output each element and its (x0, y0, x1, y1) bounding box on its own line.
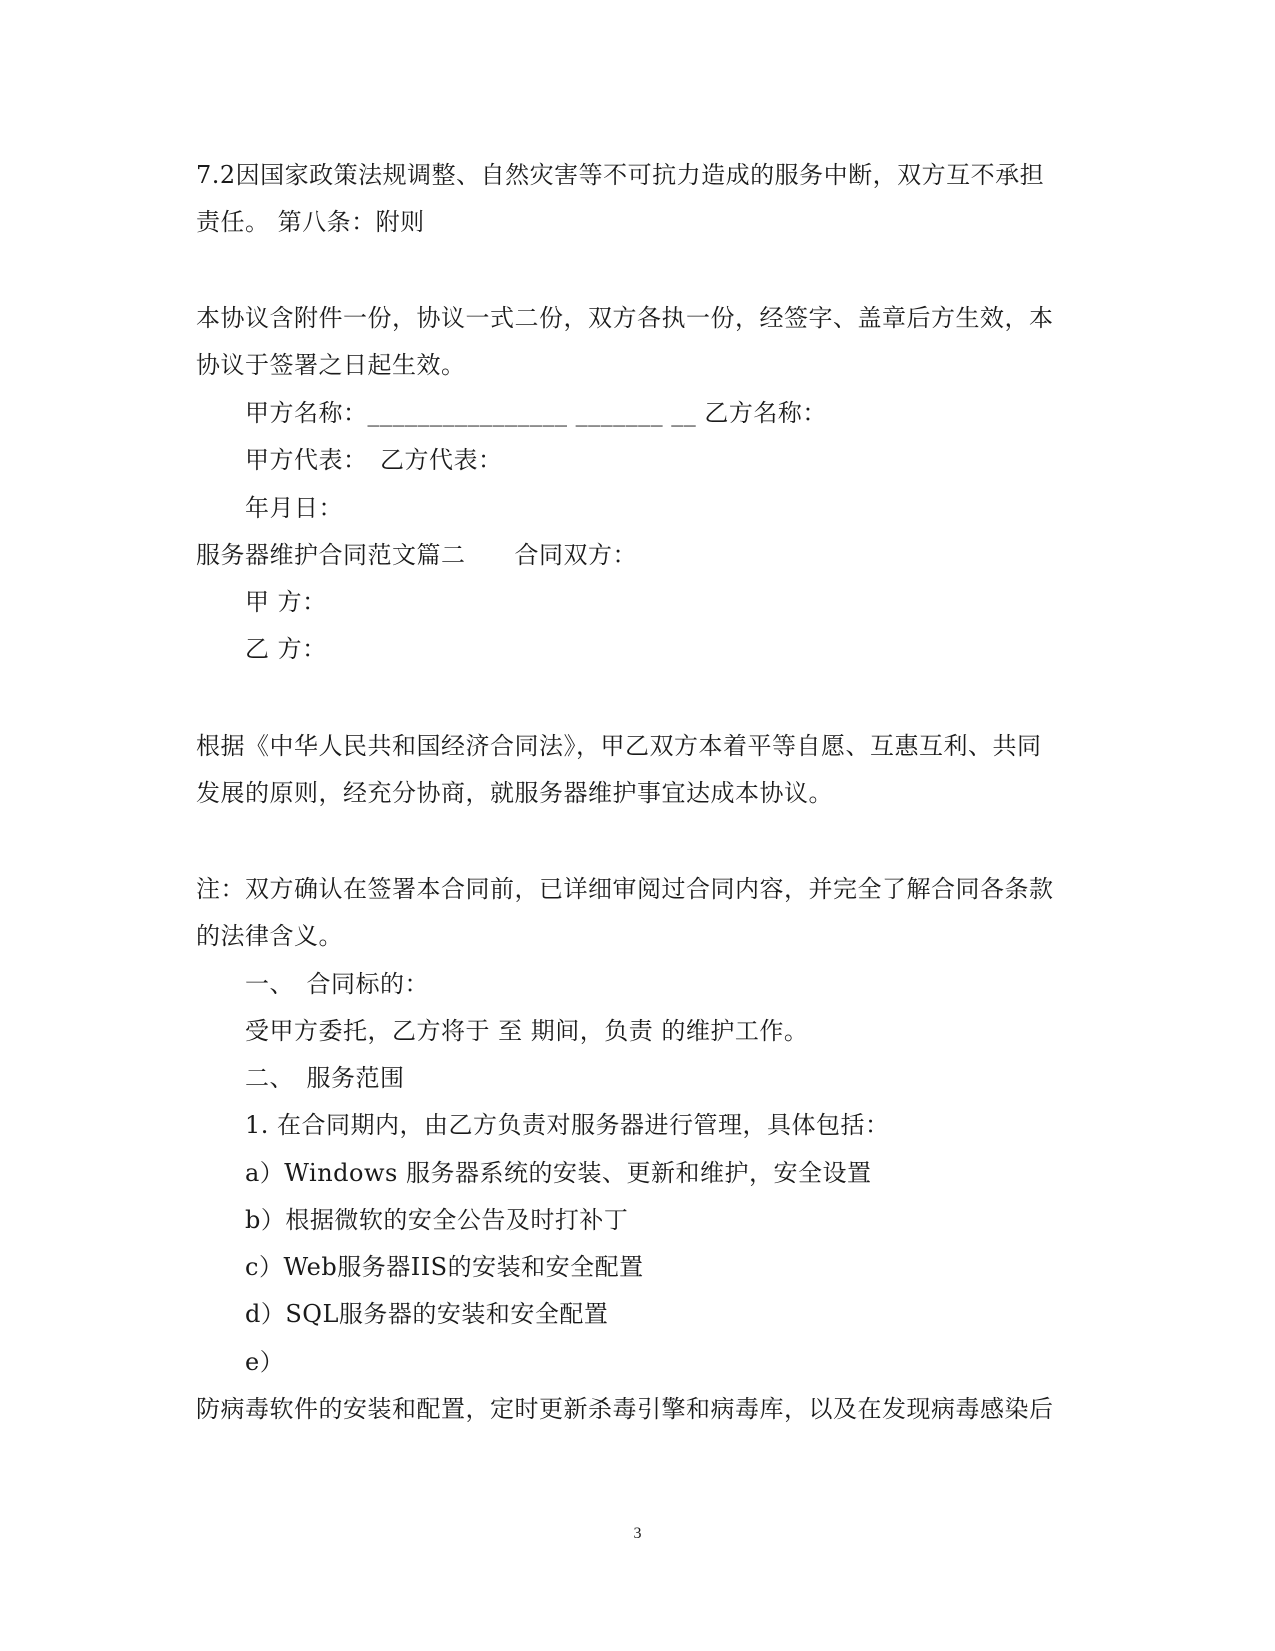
text-line: 防病毒软件的安装和配置，定时更新杀毒引擎和病毒库，以及在发现病毒感染后 (196, 1395, 1054, 1423)
text-line: 注：双方确认在签署本合同前，已详细审阅过合同内容，并完全了解合同各条款 (196, 875, 1054, 903)
section-title: 服务器维护合同范文篇二 合同双方： (196, 541, 637, 569)
party-line: 甲 方： (245, 588, 327, 616)
signature-line: 甲方代表： 乙方代表： (245, 446, 503, 474)
list-item: 1. 在合同期内，由乙方负责对服务器进行管理，具体包括： (245, 1111, 890, 1139)
party-line: 乙 方： (245, 635, 327, 663)
list-item: e） (245, 1348, 285, 1376)
list-item: d）SQL服务器的安装和安全配置 (245, 1300, 609, 1328)
page-number: 3 (633, 1525, 642, 1542)
clause-heading: 二、 服务范围 (245, 1064, 405, 1092)
list-item: a）Windows 服务器系统的安装、更新和维护，安全设置 (245, 1159, 872, 1187)
text-line: 责任。 第八条：附则 (196, 208, 425, 236)
signature-line: 甲方名称：________________ _______ __ 乙方名称： (245, 399, 827, 427)
text-line: 协议于签署之日起生效。 (196, 351, 466, 379)
clause-heading: 一、 合同标的： (245, 970, 429, 998)
list-item: b）根据微软的安全公告及时打补丁 (245, 1206, 629, 1234)
text-line: 7.2因国家政策法规调整、自然灾害等不可抗力造成的服务中断，双方互不承担 (196, 161, 1045, 189)
list-item: c）Web服务器IIS的安装和安全配置 (245, 1253, 644, 1281)
text-line: 发展的原则，经充分协商，就服务器维护事宜达成本协议。 (196, 779, 833, 807)
date-line: 年月日： (245, 494, 343, 522)
text-line: 受甲方委托，乙方将于 至 期间，负责 的维护工作。 (245, 1017, 809, 1045)
text-line: 本协议含附件一份，协议一式二份，双方各执一份，经签字、盖章后方生效，本 (196, 304, 1054, 332)
text-line: 根据《中华人民共和国经济合同法》，甲乙双方本着平等自愿、互惠互利、共同 (196, 732, 1042, 760)
text-line: 的法律含义。 (196, 922, 343, 950)
